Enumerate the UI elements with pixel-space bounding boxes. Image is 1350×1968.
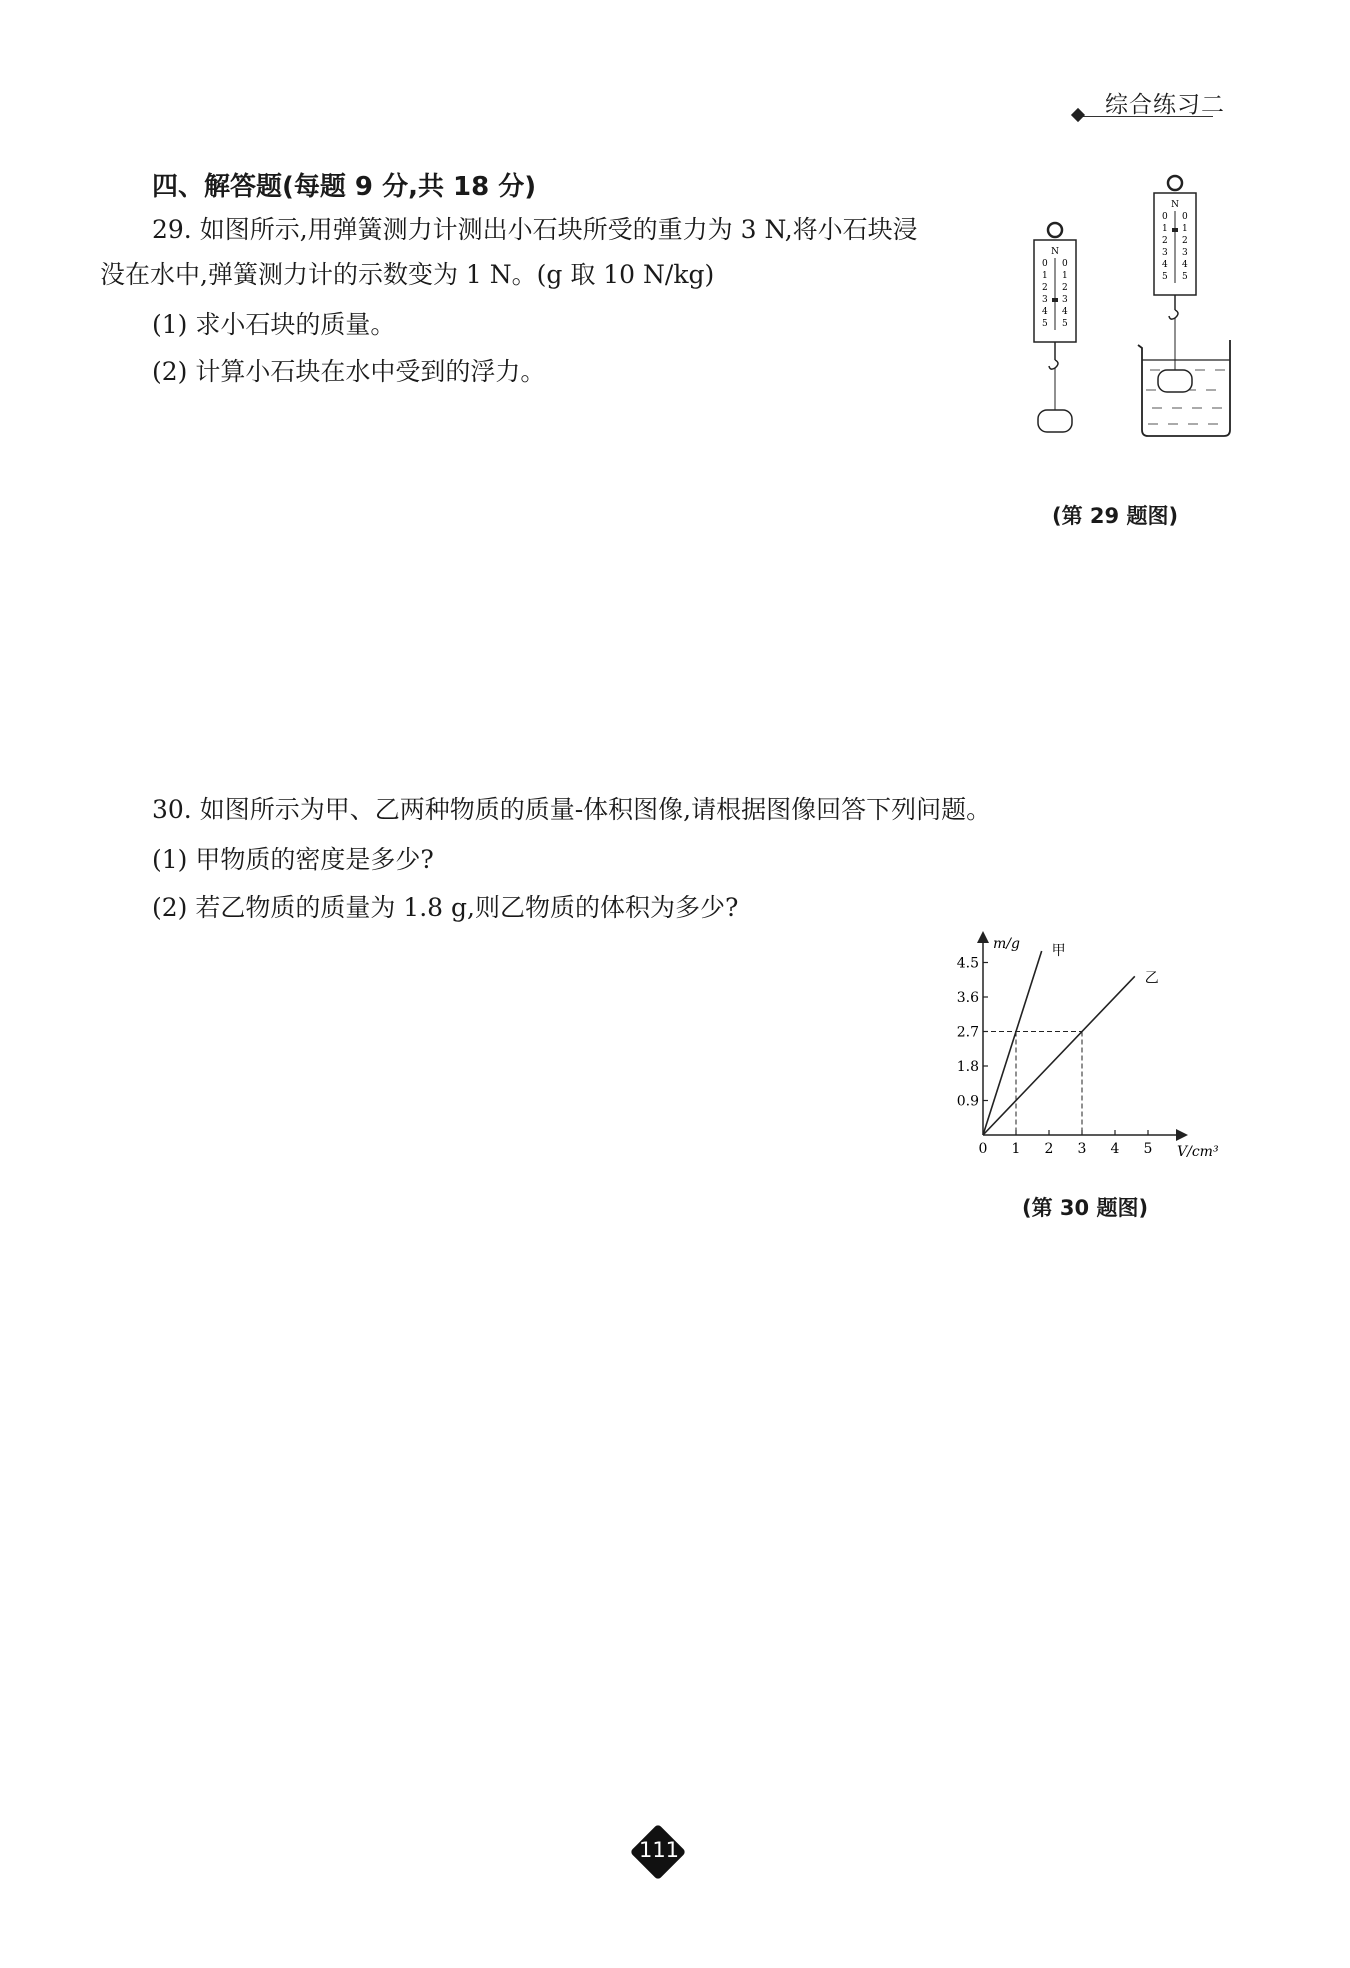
y-axis-label: m/g — [993, 936, 1020, 952]
q29-subquestion-2: (2) 计算小石块在水中受到的浮力。 — [152, 357, 546, 386]
scale-right-tick: 4 — [1162, 260, 1168, 270]
scale-left-tick: 3 — [1042, 295, 1048, 305]
x-tick-label: 5 — [1143, 1141, 1153, 1157]
scale-left-tick: 2 — [1042, 283, 1048, 293]
header-diamond-icon — [1071, 108, 1085, 122]
scale-left-tick: 4 — [1062, 307, 1068, 317]
x-tick-label: 4 — [1110, 1141, 1120, 1157]
q29-subquestion-1: (1) 求小石块的质量。 — [152, 310, 396, 339]
scale-right-unit: N — [1171, 200, 1179, 210]
header-title: 综合练习二 — [1105, 92, 1225, 118]
stone-right — [1158, 370, 1192, 392]
y-tick-label: 0.9 — [956, 1093, 979, 1110]
q30-figure-caption: (第 30 题图) — [1022, 1196, 1149, 1220]
q29-figure — [1020, 170, 1240, 440]
q29-text-line1: 29. 如图所示,用弹簧测力计测出小石块所受的重力为 3 N,将小石块浸 — [152, 215, 918, 244]
spring-scale-left — [1034, 223, 1076, 432]
series-label-1: 乙 — [1144, 970, 1159, 987]
x-tick-label: 0 — [978, 1141, 988, 1157]
scale-right-tick: 1 — [1162, 224, 1168, 234]
scale-left-tick: 1 — [1062, 271, 1068, 281]
scale-right-tick: 0 — [1162, 212, 1168, 222]
y-tick-label: 1.8 — [956, 1059, 979, 1075]
x-axis-label: V/cm³ — [1177, 1144, 1219, 1160]
q30-subquestion-1: (1) 甲物质的密度是多少? — [152, 845, 434, 874]
graph-series — [983, 943, 1159, 1135]
q30-subquestion-2: (2) 若乙物质的质量为 1.8 g,则乙物质的体积为多少? — [152, 893, 739, 922]
scale-right-tick: 2 — [1182, 236, 1188, 246]
scale-right-tick: 3 — [1182, 248, 1188, 258]
series-line-1 — [983, 976, 1135, 1135]
scale-left-tick: 2 — [1062, 283, 1068, 293]
scale-right-tick: 1 — [1182, 224, 1188, 234]
scale-right-tick: 5 — [1182, 272, 1188, 282]
y-tick-label: 2.7 — [956, 1024, 979, 1041]
scale-left-tick: 5 — [1062, 319, 1068, 329]
x-tick-label: 3 — [1077, 1141, 1087, 1157]
spring-scale-right — [1138, 176, 1230, 436]
q30-graph — [945, 930, 1230, 1170]
y-tick-label: 3.6 — [956, 990, 979, 1006]
scale-left-tick: 0 — [1042, 259, 1048, 269]
y-tick-label: 4.5 — [956, 955, 979, 972]
scale-right-tick: 3 — [1162, 248, 1168, 258]
stone-left — [1038, 410, 1072, 432]
q30-text-line1: 30. 如图所示为甲、乙两种物质的质量-体积图像,请根据图像回答下列问题。 — [152, 795, 992, 824]
series-line-0 — [983, 951, 1042, 1135]
q29-figure-caption: (第 29 题图) — [1052, 504, 1179, 528]
page-number: 111 — [638, 1838, 680, 1862]
scale-left-tick: 4 — [1042, 307, 1048, 317]
header-rule — [1080, 116, 1213, 117]
x-tick-label: 2 — [1044, 1141, 1054, 1157]
scale-right-tick: 2 — [1162, 236, 1168, 246]
page-number-badge — [632, 1826, 686, 1880]
scale-left-tick: 5 — [1042, 319, 1048, 329]
scale-left-tick: 0 — [1062, 259, 1068, 269]
scale-right-tick: 4 — [1182, 260, 1188, 270]
q29-text-line2: 没在水中,弹簧测力计的示数变为 1 N。(g 取 10 N/kg) — [100, 260, 715, 289]
section-title: 四、解答题(每题 9 分,共 18 分) — [152, 172, 537, 202]
scale-left-unit: N — [1051, 247, 1059, 257]
scale-right-tick: 5 — [1162, 272, 1168, 282]
series-label-0: 甲 — [1051, 943, 1066, 959]
scale-right-tick: 0 — [1182, 212, 1188, 222]
x-tick-label: 1 — [1011, 1141, 1021, 1157]
scale-left-tick: 1 — [1042, 271, 1048, 281]
scale-left-tick: 3 — [1062, 295, 1068, 305]
